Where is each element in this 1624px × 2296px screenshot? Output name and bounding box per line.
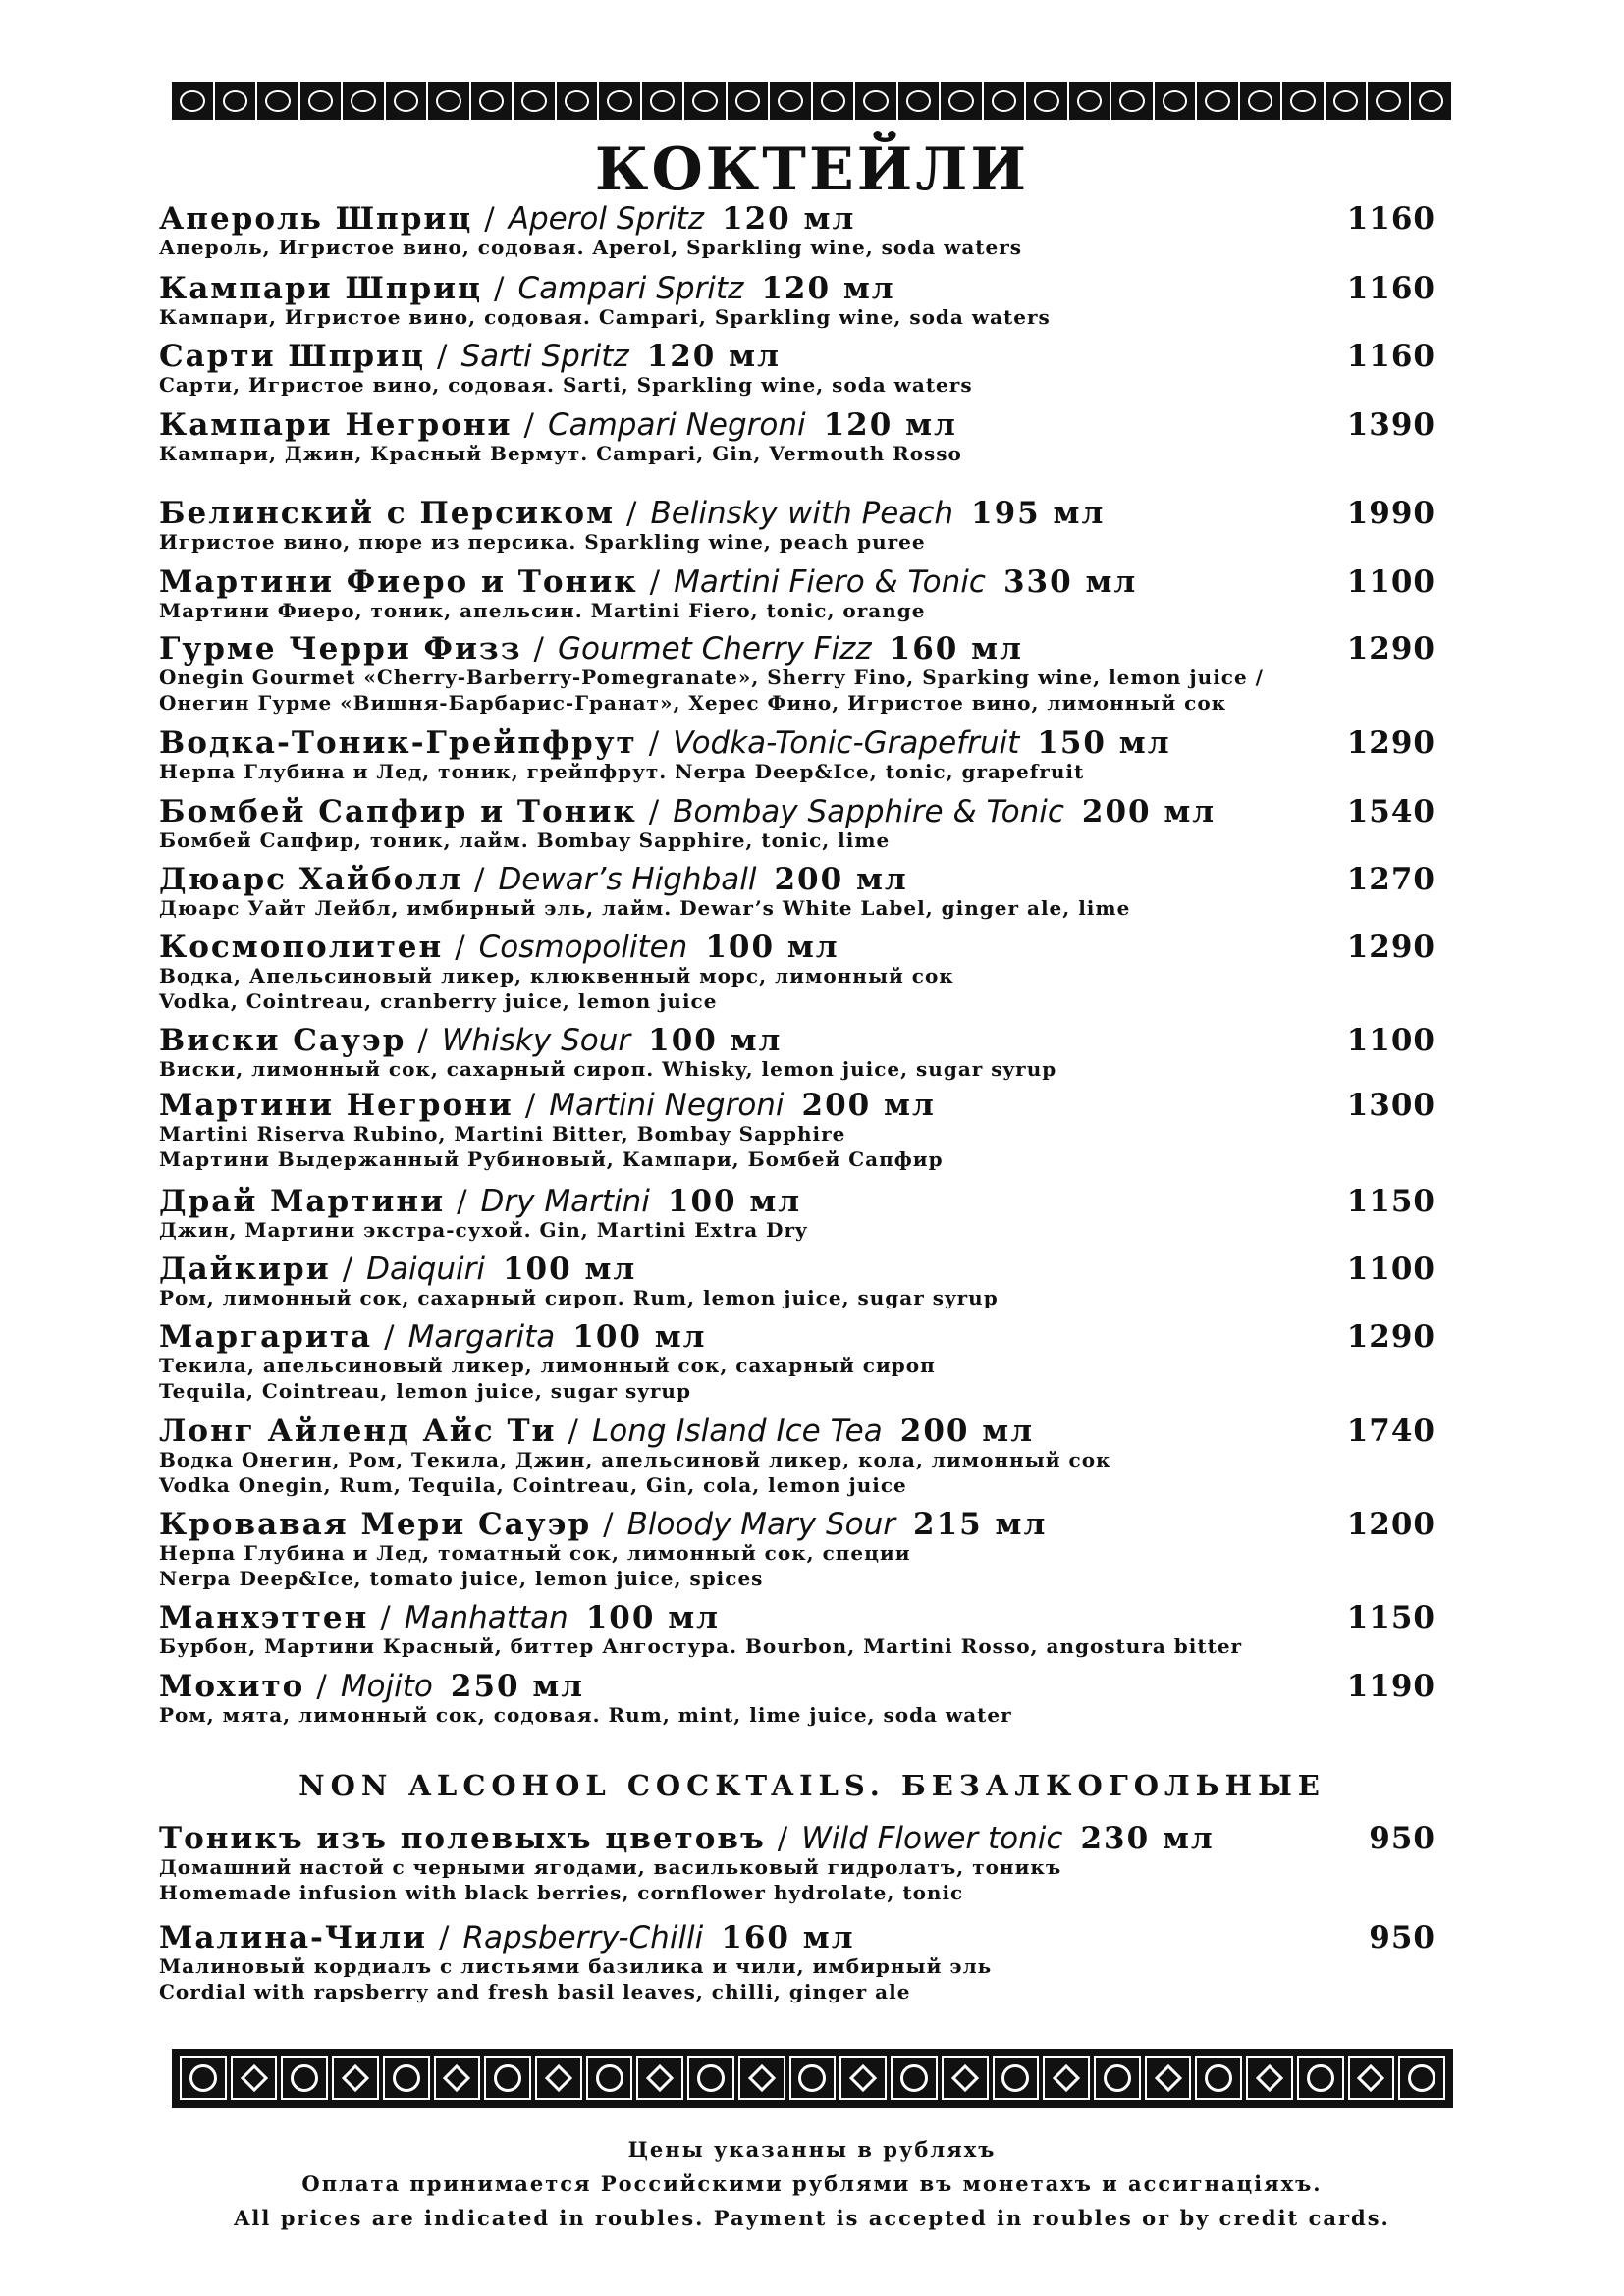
- border-ornament-tile: [386, 82, 427, 120]
- border-ornament-tile: [738, 2056, 785, 2100]
- name-separator: /: [649, 564, 663, 600]
- menu-item-title: [159, 1184, 1455, 1217]
- item-name-en: Gourmet Cherry Fizz: [557, 631, 872, 667]
- name-separator: /: [648, 794, 662, 829]
- decorative-border-top: [172, 82, 1453, 120]
- menu-item-title: [159, 1414, 1455, 1447]
- border-ornament-tile: [514, 82, 555, 120]
- menu-item: [159, 1319, 1455, 1404]
- border-ornament-tile: [855, 82, 896, 120]
- border-ornament-tile: [898, 82, 940, 120]
- item-name-ru: Манхэттен: [159, 1600, 369, 1635]
- menu-item: [159, 1821, 1455, 1905]
- item-description: Кампари, Игристое вино, содовая. Campari, Sparkling wine, soda waters: [159, 305, 1051, 329]
- item-name-ru: Белинский с Персиком: [159, 496, 615, 531]
- item-volume: 100 мл: [705, 930, 839, 965]
- item-description: Сарти, Игристое вино, содовая. Sarti, Sparkling wine, soda waters: [159, 373, 973, 397]
- item-name-ru: Дюарс Хайболл: [159, 862, 462, 897]
- item-price: 1100: [1346, 564, 1435, 600]
- item-volume: 250 мл: [450, 1669, 585, 1704]
- name-separator: /: [342, 1252, 355, 1287]
- border-ornament-tile: [383, 2056, 430, 2100]
- decorative-border-bottom: [172, 2049, 1453, 2108]
- item-name-en: Dry Martini: [480, 1184, 650, 1219]
- item-name-ru: Лонг Айленд Айс Ти: [159, 1414, 557, 1449]
- name-separator: /: [568, 1414, 580, 1449]
- border-ornament-tile: [1297, 2056, 1344, 2100]
- border-ornament-tile: [1145, 2056, 1192, 2100]
- item-volume: 200 мл: [899, 1414, 1035, 1449]
- border-ornament-tile: [1411, 82, 1452, 120]
- menu-item-title: [159, 201, 1455, 235]
- item-name-en: Campari Spritz: [517, 271, 744, 306]
- border-ornament-tile: [535, 2056, 582, 2100]
- border-ornament-tile: [434, 2056, 481, 2100]
- name-separator: /: [439, 1920, 452, 1955]
- menu-item-title: [159, 1920, 1455, 1953]
- menu-item: [159, 1252, 1455, 1310]
- item-volume: 200 мл: [774, 862, 908, 897]
- border-ornament-tile: [789, 2056, 837, 2100]
- name-separator: /: [524, 1088, 538, 1123]
- menu-item-title: [159, 1821, 1455, 1854]
- menu-item: [159, 1920, 1455, 2004]
- item-description: Водка Онегин, Ром, Текила, Джин, апельсиновй ликер, кола, лимонный сок: [159, 1448, 1111, 1471]
- name-separator: /: [494, 271, 507, 306]
- item-volume: 160 мл: [721, 1920, 855, 1955]
- item-description: Нерпа Глубина и Лед, томатный сок, лимонный сок, специи: [159, 1541, 911, 1565]
- border-ornament-tile: [1195, 2056, 1242, 2100]
- menu-item-title: [159, 930, 1455, 963]
- item-name-ru: Мартини Фиеро и Тоник: [159, 564, 638, 600]
- menu-item-title: [159, 725, 1455, 759]
- footer-line-payment-en: All prices are indicated in roubles. Payment is accepted in roubles or by credit cards.: [234, 2206, 1390, 2230]
- item-volume: 200 мл: [1081, 794, 1217, 829]
- item-volume: 120 мл: [823, 407, 957, 443]
- item-price: 1290: [1346, 631, 1435, 667]
- name-separator: /: [626, 496, 639, 531]
- item-description: Nerpa Deep&Ice, tomato juice, lemon juice, spices: [159, 1567, 764, 1590]
- border-ornament-tile: [813, 82, 854, 120]
- item-description: Tequila, Cointreau, lemon juice, sugar syrup: [159, 1379, 691, 1403]
- item-name-ru: Мартини Негрони: [159, 1088, 514, 1123]
- item-description: Игристое вино, пюре из персика. Sparkling wine, peach puree: [159, 530, 926, 554]
- menu-item-title: [159, 631, 1455, 665]
- menu-item-title: [159, 1252, 1455, 1285]
- border-ornament-tile: [941, 82, 982, 120]
- item-name-ru: Тоникъ изъ полевыхъ цветовъ: [159, 1821, 766, 1856]
- menu-item: [159, 271, 1455, 330]
- name-separator: /: [380, 1600, 393, 1635]
- item-volume: 215 мл: [913, 1507, 1048, 1542]
- border-ornament-tile: [942, 2056, 989, 2100]
- menu-item-title: [159, 407, 1455, 441]
- menu-item: [159, 794, 1455, 853]
- item-description: Ром, лимонный сок, сахарный сироп. Rum, lemon juice, sugar syrup: [159, 1286, 999, 1309]
- item-price: 1160: [1346, 201, 1435, 237]
- menu-item: [159, 930, 1455, 1014]
- border-ornament-tile: [428, 82, 469, 120]
- border-ornament-tile: [993, 2056, 1040, 2100]
- border-ornament-tile: [684, 82, 726, 120]
- menu-item-title: [159, 496, 1455, 529]
- item-price: 1290: [1346, 930, 1435, 965]
- section-title-non-alcohol: NON ALCOHOL COCKTAILS. БЕЗАЛКОГОЛЬНЫЕ: [298, 1769, 1326, 1802]
- menu-item-title: [159, 862, 1455, 895]
- border-ornament-tile: [984, 82, 1025, 120]
- item-description: Cordial with rapsberry and fresh basil leaves, chilli, ginger ale: [159, 1980, 911, 2003]
- item-price: 1150: [1346, 1600, 1435, 1635]
- border-ornament-tile: [770, 82, 811, 120]
- border-ornament-tile: [1094, 2056, 1141, 2100]
- item-volume: 150 мл: [1037, 725, 1171, 761]
- item-description: Водка, Апельсиновый ликер, клюквенный морс, лимонный сок: [159, 964, 954, 988]
- item-name-en: Whisky Sour: [441, 1023, 631, 1058]
- item-price: 950: [1369, 1920, 1435, 1955]
- name-separator: /: [384, 1319, 397, 1355]
- border-ornament-tile: [1026, 82, 1067, 120]
- border-ornament-tile: [642, 82, 683, 120]
- menu-item: [159, 1669, 1455, 1728]
- border-ornament-tile: [484, 2056, 531, 2100]
- item-name-en: Martini Fiero & Tonic: [674, 564, 986, 600]
- border-ornament-tile: [839, 2056, 887, 2100]
- item-name-en: Vodka-Tonic-Grapefruit: [673, 725, 1020, 761]
- item-volume: 120 мл: [722, 201, 856, 237]
- border-ornament-tile: [300, 82, 342, 120]
- footer-line-prices: Цены указанны в рубляхъ: [627, 2137, 997, 2162]
- menu-item-title: [159, 271, 1455, 304]
- border-ornament-tile: [231, 2056, 278, 2100]
- item-name-en: Belinsky with Peach: [650, 496, 954, 531]
- border-ornament-tile: [636, 2056, 683, 2100]
- menu-item: [159, 496, 1455, 555]
- menu-item: [159, 631, 1455, 716]
- item-price: 950: [1369, 1821, 1435, 1856]
- border-ornament-tile: [332, 2056, 379, 2100]
- item-volume: 100 мл: [648, 1023, 783, 1058]
- border-ornament-tile: [1069, 82, 1110, 120]
- item-name-ru: Гурме Черри Физз: [159, 631, 522, 667]
- border-ornament-tile: [471, 82, 513, 120]
- item-price: 1300: [1346, 1088, 1435, 1123]
- item-name-en: Aperol Spritz: [508, 201, 705, 237]
- menu-item: [159, 1414, 1455, 1498]
- item-price: 1270: [1346, 862, 1435, 897]
- item-description: Homemade infusion with black berries, cornflower hydrolate, tonic: [159, 1881, 964, 1904]
- item-volume: 120 мл: [761, 271, 895, 306]
- menu-item: [159, 1088, 1455, 1172]
- name-separator: /: [457, 1184, 469, 1219]
- item-name-en: Daiquiri: [366, 1252, 485, 1287]
- name-separator: /: [523, 407, 536, 443]
- menu-item-title: [159, 1023, 1455, 1056]
- item-price: 1100: [1346, 1252, 1435, 1287]
- item-description: Ром, мята, лимонный сок, содовая. Rum, mint, lime juice, soda water: [159, 1703, 1012, 1727]
- border-ornament-tile: [1155, 82, 1196, 120]
- item-name-ru: Малина-Чили: [159, 1920, 428, 1955]
- menu-item: [159, 339, 1455, 398]
- name-separator: /: [437, 339, 450, 374]
- item-volume: 330 мл: [1002, 564, 1138, 600]
- menu-item-title: [159, 794, 1455, 828]
- border-ornament-tile: [1197, 82, 1238, 120]
- item-description: Джин, Мартини экстра-сухой. Gin, Martini Extra Dry: [159, 1218, 808, 1242]
- item-volume: 160 мл: [889, 631, 1023, 667]
- border-ornament-tile: [343, 82, 384, 120]
- name-separator: /: [316, 1669, 329, 1704]
- item-volume: 195 мл: [971, 496, 1106, 531]
- menu-item: [159, 1507, 1455, 1591]
- menu-item: [159, 564, 1455, 623]
- item-volume: 120 мл: [646, 339, 781, 374]
- menu-item: [159, 862, 1455, 921]
- item-volume: 100 мл: [572, 1319, 707, 1355]
- menu-item: [159, 1184, 1455, 1243]
- name-separator: /: [473, 862, 487, 897]
- item-name-ru: Бомбей Сапфир и Тоник: [159, 794, 637, 829]
- item-price: 1200: [1346, 1507, 1435, 1542]
- border-ornament-tile: [1368, 82, 1409, 120]
- menu-item: [159, 1600, 1455, 1659]
- menu-item: [159, 725, 1455, 784]
- item-volume: 100 мл: [667, 1184, 802, 1219]
- item-volume: 200 мл: [801, 1088, 936, 1123]
- item-name-en: Long Island Ice Tea: [591, 1414, 883, 1449]
- item-name-en: Bloody Mary Sour: [626, 1507, 896, 1542]
- name-separator: /: [455, 930, 467, 965]
- border-ornament-tile: [891, 2056, 938, 2100]
- menu-item: [159, 407, 1455, 466]
- item-description: Onegin Gourmet «Cherry-Barberry-Pomegranate», Sherry Fino, Sparking wine, lemon juice /: [159, 666, 1264, 689]
- item-description: Текила, апельсиновый ликер, лимонный сок, сахарный сироп: [159, 1354, 936, 1377]
- menu-item-title: [159, 564, 1455, 598]
- item-description: Vodka, Cointreau, cranberry juice, lemon juice: [159, 989, 718, 1013]
- item-description: Дюарс Уайт Лейбл, имбирный эль, лайм. Dewar’s White Label, ginger ale, lime: [159, 896, 1131, 920]
- item-description: Виски, лимонный сок, сахарный сироп. Whisky, lemon juice, sugar syrup: [159, 1057, 1057, 1081]
- item-name-en: Dewar’s Highball: [498, 862, 757, 897]
- item-description: Нерпа Глубина и Лед, тоник, грейпфрут. Nerpa Deep&Ice, tonic, grapefruit: [159, 760, 1085, 783]
- item-description: Бомбей Сапфир, тоник, лайм. Bombay Sapphire, tonic, lime: [159, 828, 891, 852]
- item-price: 1160: [1346, 339, 1435, 374]
- item-price: 1150: [1346, 1184, 1435, 1219]
- border-ornament-tile: [1326, 82, 1367, 120]
- border-ornament-tile: [1043, 2056, 1090, 2100]
- item-name-ru: Кровавая Мери Сауэр: [159, 1507, 592, 1542]
- item-name-en: Mojito: [340, 1669, 433, 1704]
- item-price: 1740: [1346, 1414, 1435, 1449]
- item-name-en: Campari Negroni: [547, 407, 806, 443]
- item-name-en: Manhattan: [404, 1600, 568, 1635]
- item-description: Онегин Гурме «Вишня-Барбарис-Гранат», Херес Фино, Игристое вино, лимонный сок: [159, 691, 1227, 715]
- page-title: КОКТЕЙЛИ: [594, 135, 1030, 204]
- item-name-ru: Дайкири: [159, 1252, 331, 1287]
- menu-item-title: [159, 339, 1455, 372]
- name-separator: /: [648, 725, 662, 761]
- border-ornament-tile: [1348, 2056, 1395, 2100]
- menu-item-title: [159, 1669, 1455, 1702]
- border-ornament-tile: [1240, 82, 1281, 120]
- item-price: 1990: [1346, 496, 1435, 531]
- border-ornament-tile: [1111, 82, 1153, 120]
- item-name-en: Rapsberry-Chilli: [462, 1920, 704, 1955]
- item-price: 1540: [1346, 794, 1435, 829]
- item-price: 1290: [1346, 725, 1435, 761]
- item-name-ru: Сарти Шприц: [159, 339, 425, 374]
- item-name-en: Martini Negroni: [549, 1088, 785, 1123]
- item-description: Бурбон, Мартини Красный, биттер Ангостура. Bourbon, Martini Rosso, angostura bitter: [159, 1634, 1243, 1658]
- border-ornament-tile: [281, 2056, 328, 2100]
- item-name-ru: Драй Мартини: [159, 1184, 446, 1219]
- border-ornament-tile: [180, 2056, 227, 2100]
- item-name-en: Sarti Spritz: [460, 339, 629, 374]
- item-price: 1100: [1346, 1023, 1435, 1058]
- border-ornament-tile: [557, 82, 598, 120]
- item-description: Домашний настой с черными ягодами, васильковый гидролатъ, тоникъ: [159, 1855, 1062, 1879]
- item-description: Мартини Выдержанный Рубиновый, Кампари, Бомбей Сапфир: [159, 1148, 944, 1171]
- name-separator: /: [533, 631, 546, 667]
- item-name-ru: Виски Сауэр: [159, 1023, 406, 1058]
- border-ornament-tile: [1246, 2056, 1293, 2100]
- item-name-ru: Кампари Негрони: [159, 407, 513, 443]
- item-name-ru: Мохито: [159, 1669, 305, 1704]
- menu-item-title: [159, 1319, 1455, 1353]
- item-price: 1160: [1346, 271, 1435, 306]
- name-separator: /: [603, 1507, 616, 1542]
- name-separator: /: [484, 201, 497, 237]
- item-description: Малиновый кордиалъ с листьями базилика и чили, имбирный эль: [159, 1954, 993, 1978]
- item-description: Martini Riserva Rubino, Martini Bitter, Bombay Sapphire: [159, 1122, 846, 1146]
- item-name-ru: Космополитен: [159, 930, 444, 965]
- item-volume: 230 мл: [1080, 1821, 1215, 1856]
- item-description: Кампари, Джин, Красный Вермут. Campari, Gin, Vermouth Rosso: [159, 442, 962, 465]
- border-ornament-tile: [586, 2056, 633, 2100]
- border-ornament-tile: [215, 82, 256, 120]
- item-name-en: Margarita: [407, 1319, 556, 1355]
- item-name-ru: Маргарита: [159, 1319, 373, 1355]
- border-ornament-tile: [599, 82, 640, 120]
- item-price: 1190: [1346, 1669, 1435, 1704]
- menu-item: [159, 201, 1455, 260]
- footer-line-payment-ru: Оплата принимается Российскими рублями въ монетахъ и ассигнацiяхъ.: [301, 2171, 1323, 2196]
- border-ornament-tile: [172, 82, 213, 120]
- item-name-en: Bombay Sapphire & Tonic: [673, 794, 1064, 829]
- item-name-ru: Кампари Шприц: [159, 271, 483, 306]
- border-ornament-tile: [1282, 82, 1324, 120]
- border-ornament-tile: [1398, 2056, 1445, 2100]
- name-separator: /: [777, 1821, 790, 1856]
- menu-item-title: [159, 1088, 1455, 1121]
- border-ornament-tile: [257, 82, 298, 120]
- border-ornament-tile: [728, 82, 769, 120]
- item-description: Апероль, Игристое вино, содовая. Aperol, Sparkling wine, soda waters: [159, 236, 1023, 259]
- border-ornament-tile: [687, 2056, 734, 2100]
- item-name-ru: Водка-Тоник-Грейпфрут: [159, 725, 637, 761]
- item-description: Vodka Onegin, Rum, Tequila, Cointreau, Gin, cola, lemon juice: [159, 1473, 907, 1497]
- name-separator: /: [417, 1023, 430, 1058]
- item-price: 1390: [1346, 407, 1435, 443]
- item-name-ru: Апероль Шприц: [159, 201, 473, 237]
- item-name-en: Cosmopoliten: [478, 930, 688, 965]
- item-price: 1290: [1346, 1319, 1435, 1355]
- menu-item-title: [159, 1600, 1455, 1633]
- item-volume: 100 мл: [502, 1252, 637, 1287]
- menu-item-title: [159, 1507, 1455, 1540]
- item-volume: 100 мл: [585, 1600, 721, 1635]
- item-description: Мартини Фиеро, тоник, апельсин. Martini Fiero, tonic, orange: [159, 599, 926, 622]
- item-name-en: Wild Flower tonic: [801, 1821, 1063, 1856]
- menu-item: [159, 1023, 1455, 1082]
